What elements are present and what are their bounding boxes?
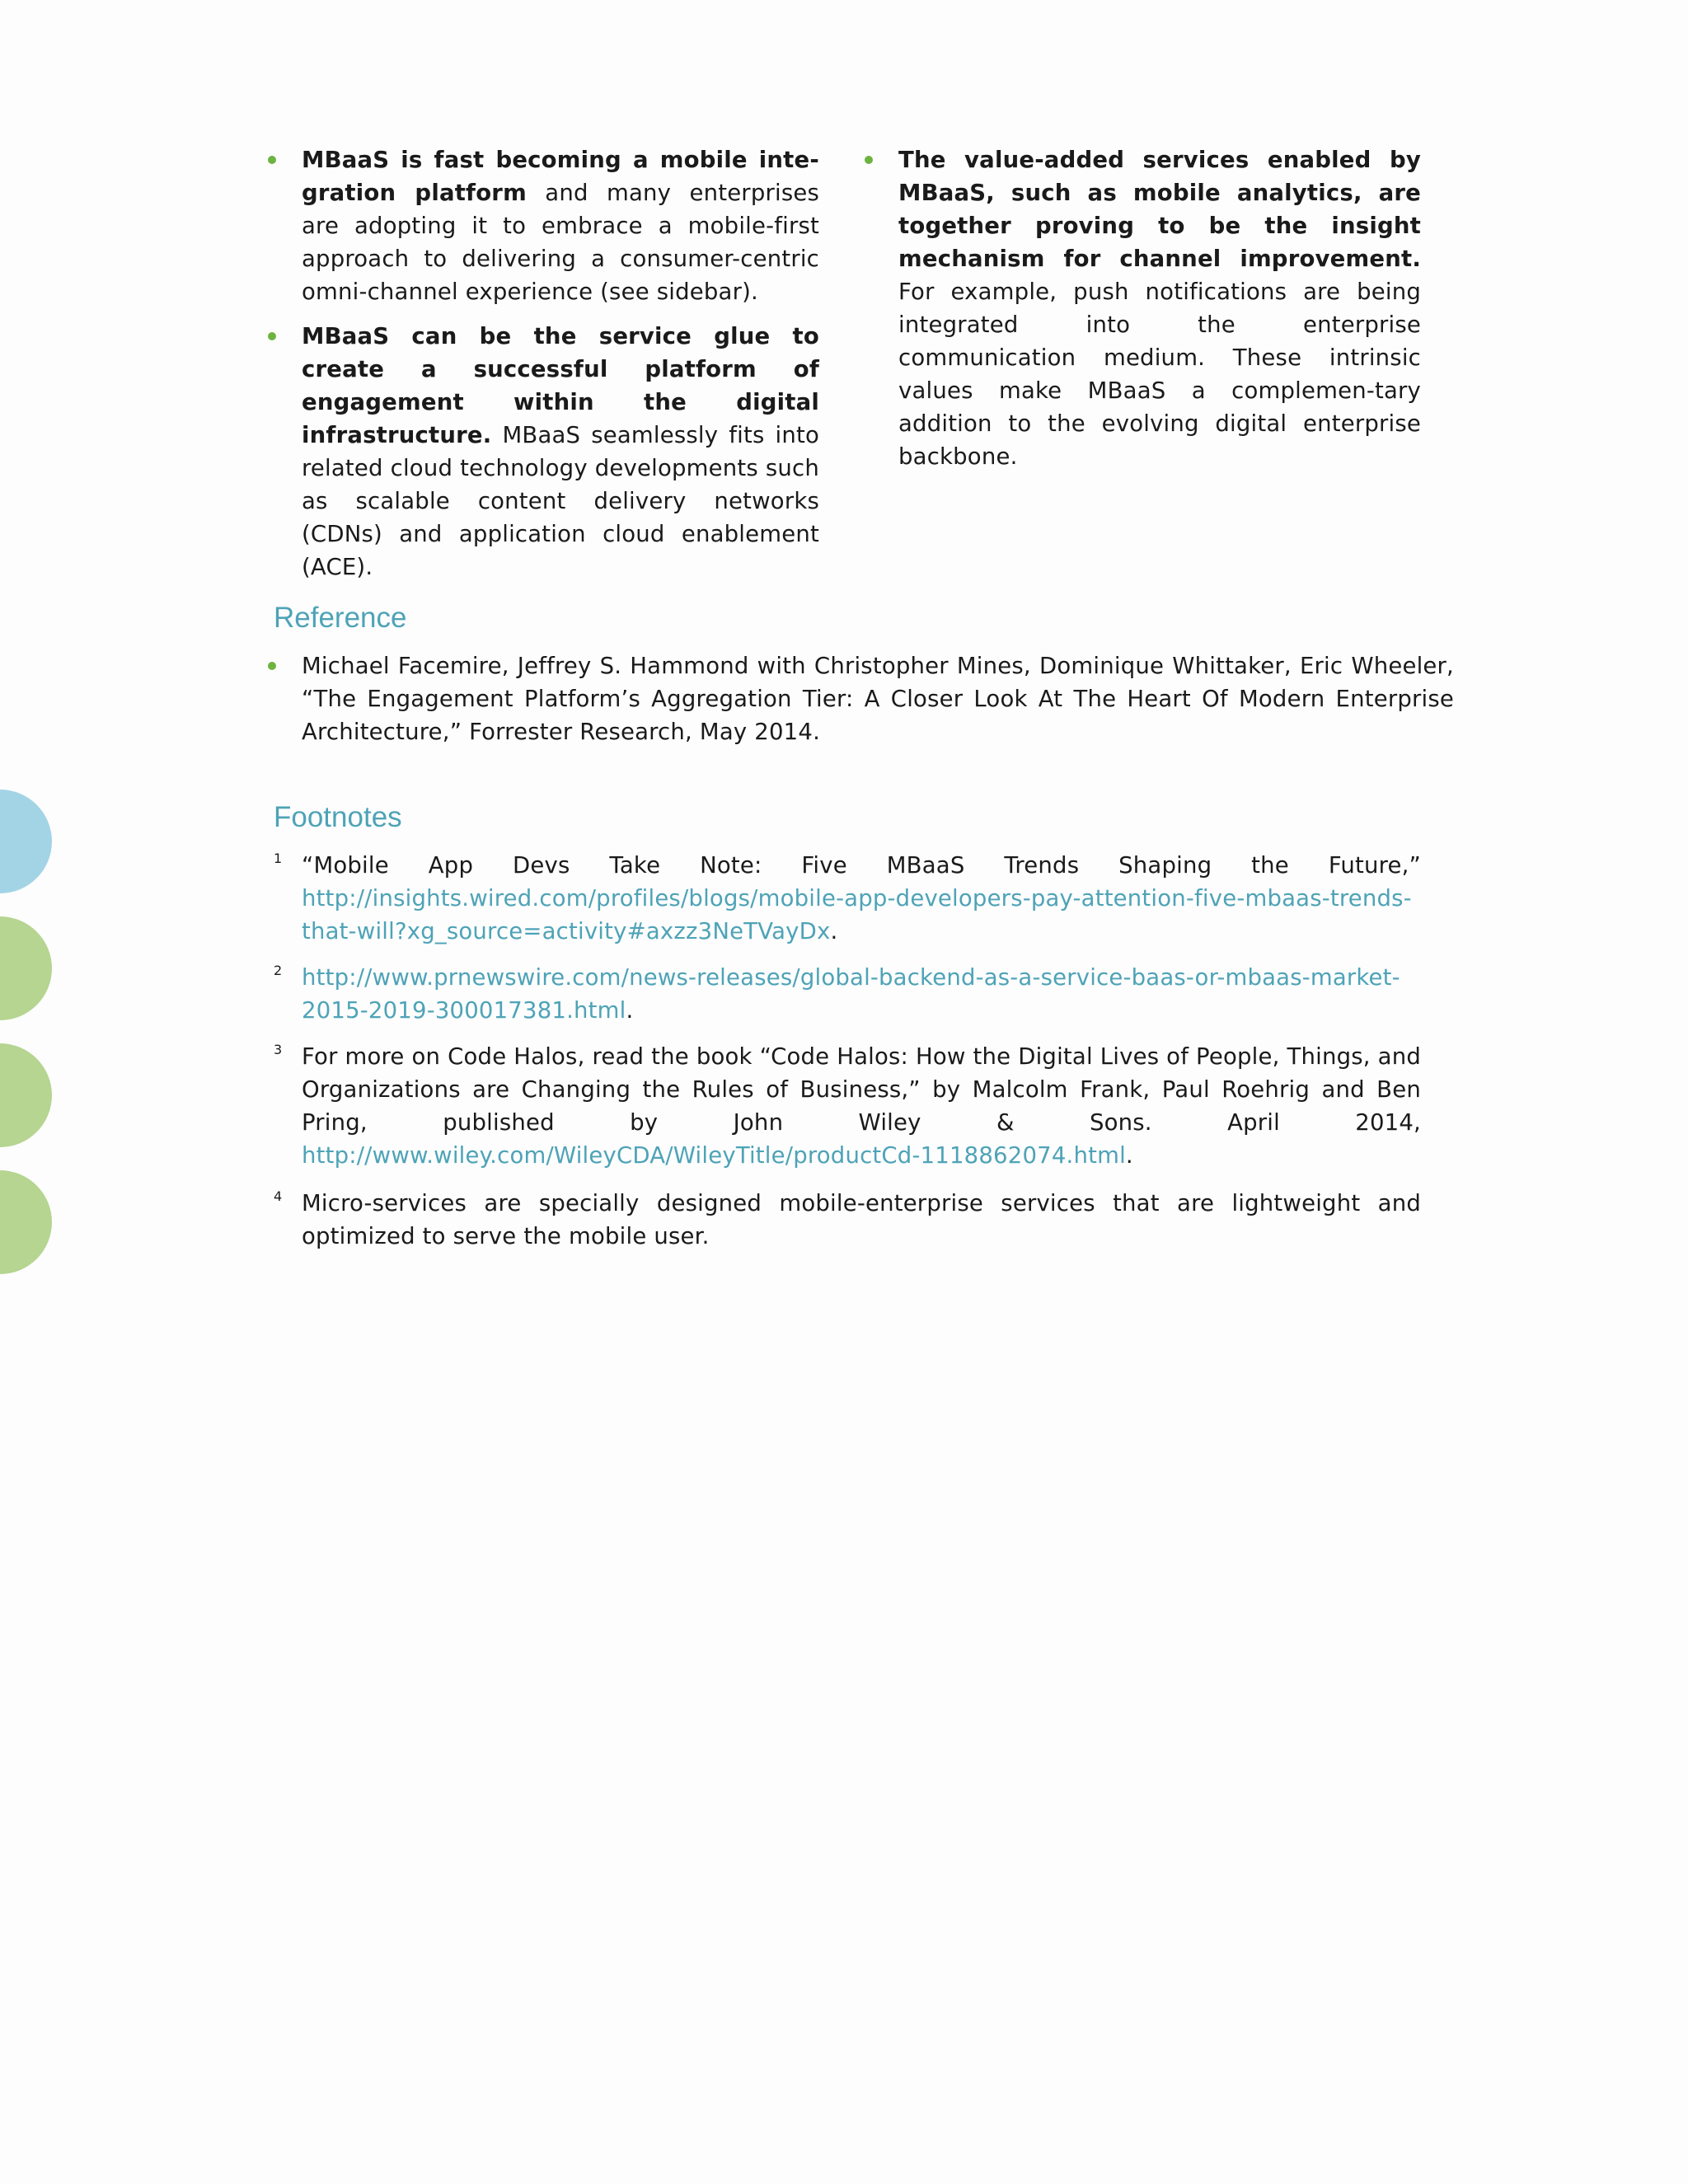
bullet-item <box>265 143 819 308</box>
bullet-item <box>862 143 1421 473</box>
footnote-text <box>265 961 1421 1027</box>
reference-heading: Reference <box>274 602 407 634</box>
bullet-bold-text: The value-added services enabled by MBaaS, such as mobile analytics, are together proving to be the insight mechanism for channel improvement. <box>898 147 1421 272</box>
decorative-circle-green <box>0 1170 52 1274</box>
footnote-number: 1 <box>274 851 283 866</box>
footnote-body: “Mobile App Devs Take Note: Five MBaaS Trends Shaping the Future,” <box>302 852 1421 879</box>
bullet-column-left <box>265 143 819 595</box>
footnote-link[interactable]: http://insights.wired.com/profiles/blogs/mobile-app-developers-pay-attention-five-mbaas-trends-that-will?xg_source=activity#axzz3NeTVayDx <box>302 885 1412 944</box>
bullet-body-text: For example, push notifications are being integrated into the enterprise communication medium. These intrinsic values make MBaaS a complemen-tary addition to the evolving digital enterprise backbone. <box>898 279 1421 470</box>
bullet-dot-icon <box>268 332 276 340</box>
bullet-bold-text: MBaaS is fast becoming a mobile inte-gration platform <box>302 147 819 206</box>
bullet-paragraph <box>302 143 819 308</box>
footnote-link[interactable]: http://www.prnewswire.com/news-releases/global-backend-as-a-service-baas-or-mbaas-market-2015-2019-300017381.html <box>302 964 1400 1024</box>
footnote-number: 2 <box>274 963 283 978</box>
decorative-circle-green <box>0 1043 52 1147</box>
bullet-bold-text: MBaaS can be the service glue to create a successful platform of engagement within the digital infrastructure. <box>302 323 819 448</box>
footnote-number: 3 <box>274 1042 283 1057</box>
bullet-dot-icon <box>268 156 276 164</box>
bullet-paragraph <box>302 320 819 583</box>
footnote-item <box>265 849 1421 948</box>
footnote-text <box>265 849 1421 948</box>
footnote-body: For more on Code Halos, read the book “Code Halos: How the Digital Lives of People, Things, and Organizations are Changing the Rules of Business,” by Malcolm Frank, Paul Roehrig and Ben Pring, published by John Wiley & Sons. April 2014, <box>302 1043 1421 1136</box>
reference-item <box>265 649 1454 748</box>
footnote-item <box>265 961 1421 1027</box>
bullet-dot-icon <box>865 156 873 164</box>
footnote-trailing: . <box>626 997 634 1024</box>
decorative-circle-blue <box>0 790 52 893</box>
footnote-number: 4 <box>274 1188 283 1204</box>
footnote-trailing: . <box>1125 1142 1133 1169</box>
bullet-paragraph <box>898 143 1421 473</box>
reference-text: Michael Facemire, Jeffrey S. Hammond with Christopher Mines, Dominique Whittaker, Eric Wheeler, “The Engagement Platform’s Aggregation Tier: A Closer Look At The Heart Of Modern Enterprise Architecture,” Forrester Research, May 2014. <box>302 653 1454 745</box>
bullet-dot-icon <box>268 662 276 670</box>
bullet-column-right <box>862 143 1421 485</box>
footnote-trailing: . <box>830 918 838 944</box>
footnote-item <box>265 1187 1421 1253</box>
bullet-item <box>265 320 819 583</box>
footnote-link[interactable]: http://www.wiley.com/WileyCDA/WileyTitle/productCd-1118862074.html <box>302 1142 1126 1169</box>
decorative-circle-green <box>0 916 52 1020</box>
footnote-text <box>265 1187 1421 1253</box>
footnote-item <box>265 1040 1421 1172</box>
footnote-text <box>265 1040 1421 1172</box>
bullet-body-text: MBaaS seamlessly fits into related cloud technology developments such as scalable content delivery networks (CDNs) and application cloud enablement (ACE). <box>302 422 819 580</box>
footnotes-heading: Footnotes <box>274 801 402 833</box>
footnote-body: Micro-services are specially designed mobile-enterprise services that are lightweight and optimized to serve the mobile user. <box>302 1190 1421 1249</box>
bullet-body-text: and many enterprises are adopting it to embrace a mobile-first approach to delivering a consumer-centric omni-channel experience (see sidebar). <box>302 180 819 305</box>
